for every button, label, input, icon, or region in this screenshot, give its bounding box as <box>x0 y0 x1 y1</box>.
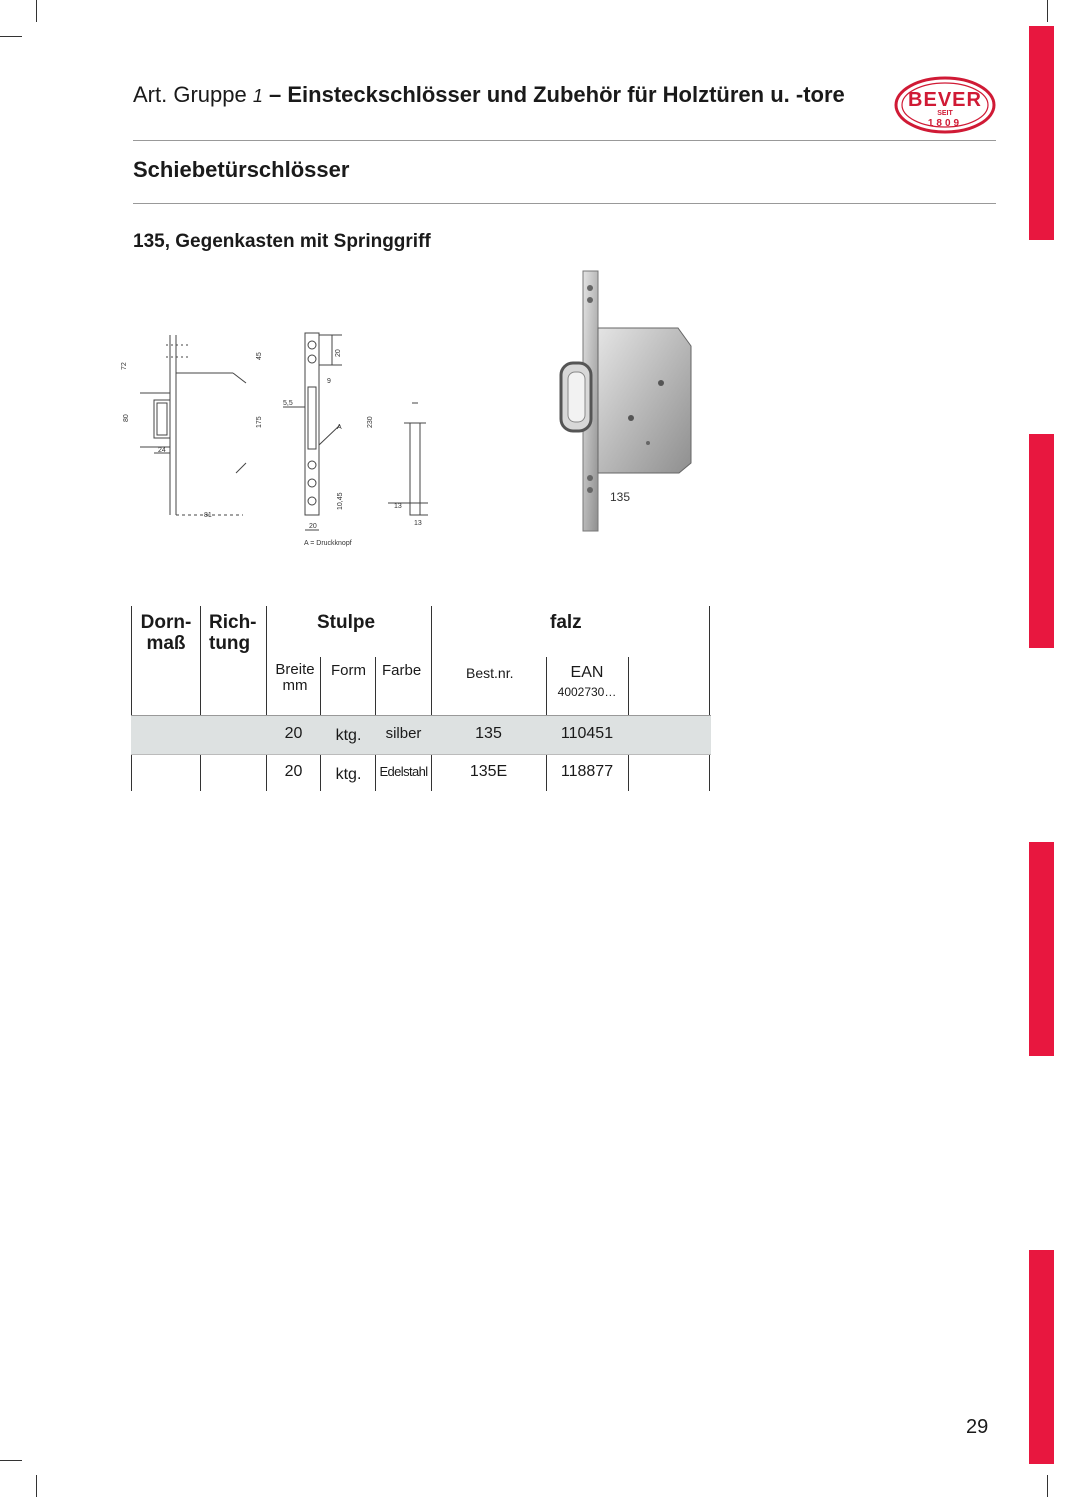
crop-mark <box>36 0 37 22</box>
col-header-line: Rich- <box>209 612 257 633</box>
crop-mark <box>1047 1475 1048 1497</box>
col-header-breite <box>274 662 316 694</box>
col-header-falz: falz <box>550 612 582 633</box>
cell-ean: 118877 <box>560 763 614 780</box>
drawing-dim: A <box>337 424 342 431</box>
drawing-dim: 24 <box>158 447 166 454</box>
col-header-line: mm <box>282 677 308 694</box>
logo-seit: SEIT <box>937 110 953 117</box>
logo-text: BEVER <box>908 89 982 111</box>
header-dash: – <box>268 82 282 107</box>
drawing-legend: A = Druckknopf <box>304 540 352 547</box>
photo-caption: 135 <box>610 490 631 504</box>
header-title: Einsteckschlösser und Zubehör für Holztüren u. -tore <box>287 82 845 107</box>
table-border <box>709 606 710 791</box>
product-title: 135, Gegenkasten mit Springgriff <box>133 231 431 252</box>
crop-mark <box>0 36 22 37</box>
cell-form: ktg. <box>335 766 362 783</box>
col-header-line: tung <box>209 633 251 654</box>
cell-breite: 20 <box>284 725 303 742</box>
page-number: 29 <box>966 1416 989 1438</box>
drawing-dim: 230 <box>367 416 374 428</box>
cell-farbe: Edelstahl <box>379 764 428 779</box>
drawing-dim: 5,5 <box>283 400 293 407</box>
thumb-tab <box>1029 434 1054 648</box>
thumb-tab <box>1029 842 1054 1056</box>
drawing-dim: 20 <box>309 523 317 530</box>
col-header-bestnr: Best.nr. <box>466 665 514 681</box>
drawing-dim: 80 <box>123 414 130 422</box>
drawing-dim: 81 <box>204 512 212 519</box>
drawing-dim: 45 <box>256 352 263 360</box>
drawing-dim: 13 <box>394 503 402 510</box>
drawing-dim: 13 <box>414 520 422 527</box>
section-title: Schiebetürschlösser <box>133 157 350 182</box>
col-header-form: Form <box>331 662 366 679</box>
bever-logo <box>893 75 997 135</box>
group-number: 1 <box>252 86 263 106</box>
col-header-stulpe: Stulpe <box>317 612 376 633</box>
crop-mark <box>1047 0 1048 22</box>
cell-form: ktg. <box>335 727 362 744</box>
page-header <box>133 82 845 108</box>
col-header-richtung <box>209 612 257 654</box>
crop-mark <box>36 1475 37 1497</box>
product-photo <box>553 268 703 533</box>
drawing-dim: 175 <box>256 416 263 428</box>
thumb-tab <box>1029 26 1054 240</box>
table-border <box>200 606 201 791</box>
cell-breite: 20 <box>284 763 303 780</box>
drawing-dim: 20 <box>335 349 342 357</box>
col-header-ean: EAN <box>570 664 604 681</box>
logo-year: 1809 <box>927 118 963 129</box>
col-header-line: Dorn- <box>140 612 192 633</box>
col-header-line: maß <box>146 633 186 654</box>
header-rule <box>133 140 996 141</box>
cell-bestnr: 135 <box>475 725 502 742</box>
crop-mark <box>0 1460 22 1461</box>
technical-drawing <box>118 325 438 550</box>
col-header-farbe: Farbe <box>382 662 422 679</box>
thumb-tab <box>1029 1250 1054 1464</box>
col-header-dornmass <box>139 612 193 654</box>
cell-ean: 110451 <box>560 725 614 742</box>
col-header-line: Breite <box>275 661 315 678</box>
cell-farbe: silber <box>385 725 422 742</box>
cell-bestnr: 135E <box>469 763 508 780</box>
drawing-dim: 72 <box>121 362 128 370</box>
section-rule <box>133 203 996 204</box>
col-header-ean-prefix: 4002730… <box>557 685 617 699</box>
drawing-dim: 9 <box>327 378 331 385</box>
table-border <box>131 606 132 791</box>
group-prefix: Art. Gruppe <box>133 82 247 107</box>
drawing-dim: 10,45 <box>337 492 344 510</box>
